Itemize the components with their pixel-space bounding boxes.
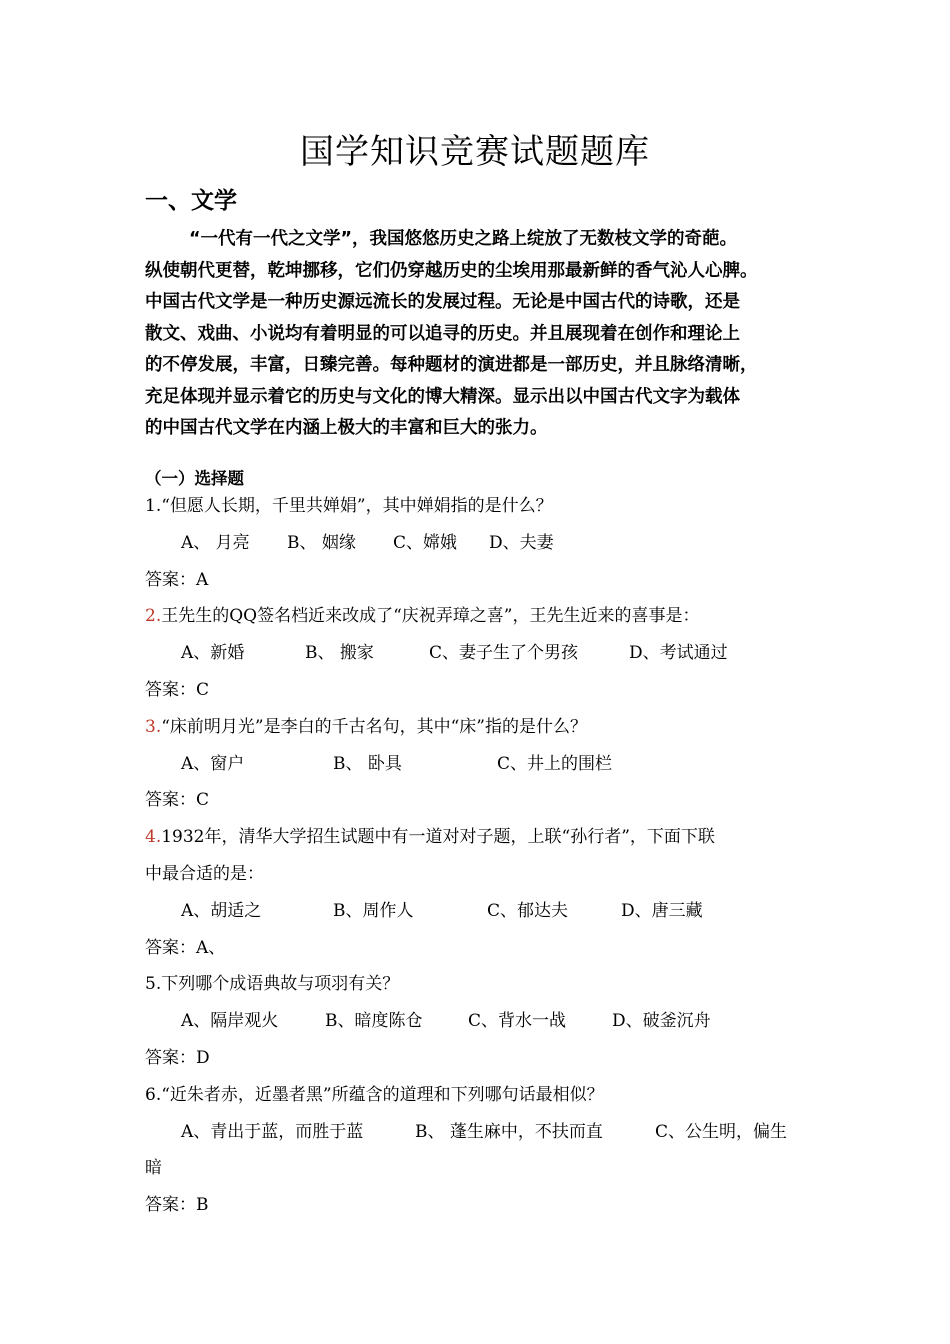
subsection-heading: （一）选择题 [145,469,244,488]
option: A、隔岸观火 [181,1011,279,1032]
section-heading: 一、文学 [145,188,237,214]
question-3-options [145,746,815,783]
option: D、破釜沉舟 [612,1011,711,1032]
option: A、青出于蓝，而胜于蓝 [181,1121,364,1142]
option: B、周作人 [333,900,414,921]
intro-line: 散文、戏曲、小说均有着明显的可以追寻的历史。并且展现着在创作和理论上 [145,323,740,344]
option: B、 蓬生麻中，不扶而直 [415,1121,603,1142]
question-text: 1932年，清华大学招生试题中有一道对对子题，上联“孙行者”，下面下联 [161,827,715,848]
question-number: 4. [145,827,162,848]
option: B、 搬家 [305,643,374,664]
question-5-options [145,1003,815,1040]
intro-line: 纵使朝代更替，乾坤挪移，它们仍穿越历史的尘埃用那最新鲜的香气沁人心脾。 [145,260,758,281]
option: C、郁达夫 [487,900,569,921]
question-2-options [145,635,815,672]
answer: 答案：B [145,1195,209,1216]
question-number: 2. [145,606,162,627]
option-continued: 暗 [145,1158,162,1179]
question-6 [145,1077,815,1114]
question-number: 5. [145,974,162,995]
question-number: 1. [145,496,162,516]
intro-line: 的中国古代文学在内涵上极大的丰富和巨大的张力。 [145,418,548,438]
question-4-continued: 中最合适的是： [145,863,264,884]
question-3 [145,709,815,746]
option: B、 姻缘 [287,532,356,553]
question-text: 下列哪个成语典故与项羽有关？ [161,974,400,995]
answer: 答案：A、 [145,937,226,958]
page-title: 国学知识竞赛试题题库 [300,132,650,172]
option: A、 月亮 [181,532,250,553]
question-4 [145,819,815,856]
option: C、妻子生了个男孩 [429,643,579,664]
question-list [145,488,815,1224]
intro-line: “一代有一代之文学”，我国悠悠历史之路上绽放了无数枝文学的奇葩。 [189,229,738,249]
question-1 [145,488,815,525]
question-4-options [145,893,815,930]
option: A、新婚 [181,643,245,664]
option: C、背水一战 [468,1011,567,1032]
option: D、考试通过 [629,643,728,664]
option: A、窗户 [181,753,245,774]
question-number: 6. [145,1084,162,1105]
question-1-options [145,525,815,562]
intro-line: 充足体现并显示着它的历史与文化的博大精深。显示出以中国古代文字为载体 [145,386,740,407]
option: D、唐三藏 [621,900,703,921]
option: C、嫦娥 [393,532,458,553]
question-2 [145,598,815,635]
answer: 答案：C [145,679,210,700]
option: C、井上的围栏 [497,753,613,774]
intro-paragraph [145,224,815,445]
option: D、夫妻 [489,532,554,553]
option: B、暗度陈仓 [325,1011,423,1032]
intro-line: 的不停发展，丰富，日臻完善。每种题材的演进都是一部历史，并且脉络清晰， [145,355,758,375]
question-text: “床前明月光”是李白的千古名句，其中“床”指的是什么？ [161,716,587,737]
option: A、胡适之 [181,900,262,921]
option: B、 卧具 [333,753,402,774]
question-number: 3. [145,716,162,737]
answer: 答案：A [145,569,209,590]
answer: 答案：C [145,790,210,811]
answer: 答案：D [145,1047,210,1068]
question-text: “但愿人长期，千里共婵娟”，其中婵娟指的是什么？ [161,496,553,516]
question-text: 王先生的QQ签名档近来改成了“庆祝弄璋之喜”，王先生近来的喜事是： [161,606,700,627]
question-6-options [145,1114,815,1151]
question-text: “近朱者赤，近墨者黑”所蕴含的道理和下列哪句话最相似？ [161,1084,604,1105]
option: C、公生明，偏生 [655,1121,788,1142]
intro-line: 中国古代文学是一种历史源远流长的发展过程。无论是中国古代的诗歌，还是 [145,292,740,312]
question-5 [145,966,815,1003]
